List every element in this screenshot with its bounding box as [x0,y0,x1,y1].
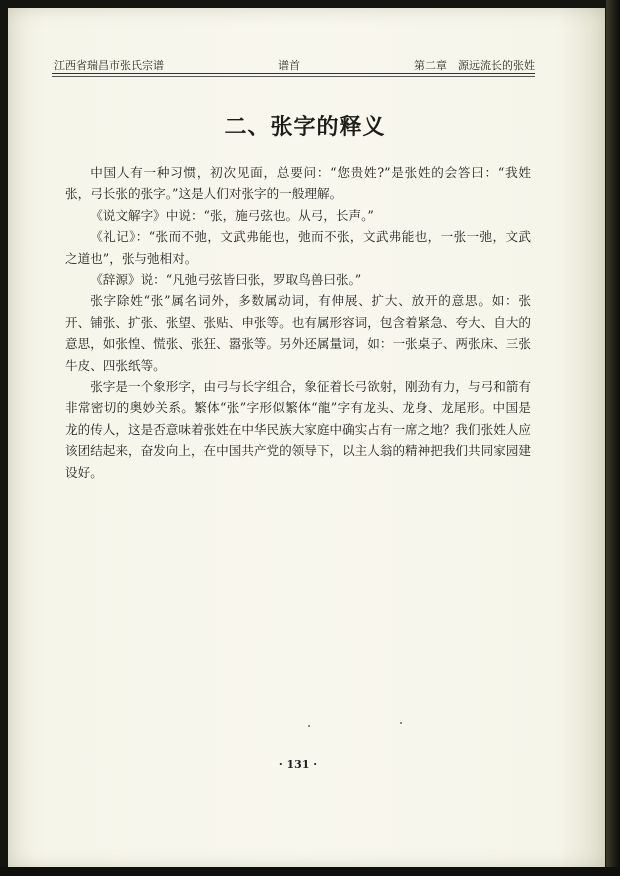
header-section: 谱首 [278,59,300,72]
header-rule [52,73,535,77]
paragraph: 中国人有一种习惯，初次见面，总要问：“您贵姓?”是张姓的会答曰：“我姓张，弓长张的张字。”这是人们对张字的一般理解。 [65,165,531,202]
page-number: · 131 · [278,758,318,771]
paragraph: 张字是一个象形字，由弓与长字组合，象征着长弓欲射，刚劲有力，与弓和箭有非常密切的奥妙关系。繁体“张”字形似繁体“龍”字有龙头、龙身、龙尾形。中国是龙的传人，这是否意味着张姓在中华民族大家庭中确实占有一席之地？我们张姓人应该团结起来，奋发向上，在中国共产党的领导下，以主人翁的精神把我们共同家园建设好。 [65,379,531,480]
paragraph: 《礼记》：“张而不弛，文武弗能也，弛而不张，文武弗能也，一张一弛，文武之道也”，张与弛相对。 [65,229,531,266]
paragraph: 《辞源》说：“凡弛弓弦皆曰张，罗取鸟兽曰张。” [90,272,362,288]
header-chapter: 第二章 源远流长的张姓 [414,59,535,72]
scan-border-bottom [0,867,620,876]
page-title: 二、张字的释义 [224,115,386,140]
scan-speck [400,722,402,724]
body-text [65,162,531,483]
running-header [52,53,535,73]
paragraph: 《说文解字》中说：“张，施弓弦也。从弓，长声。” [90,207,374,223]
header-book-title: 江西省瑞昌市张氏宗谱 [54,59,164,72]
scan-speck [308,725,310,727]
paragraph: 张字除姓“张”属名词外，多数属动词，有伸展、扩大、放开的意思。如：张开、铺张、扩张、张望、张贴、申张等。也有属形容词，包含着紧急、夸大、自大的意思，如张惶、慌张、张狂、嚣张等。另外还属量词，如：一张桌子、两张床、三张牛皮、四张纸等。 [65,293,531,373]
